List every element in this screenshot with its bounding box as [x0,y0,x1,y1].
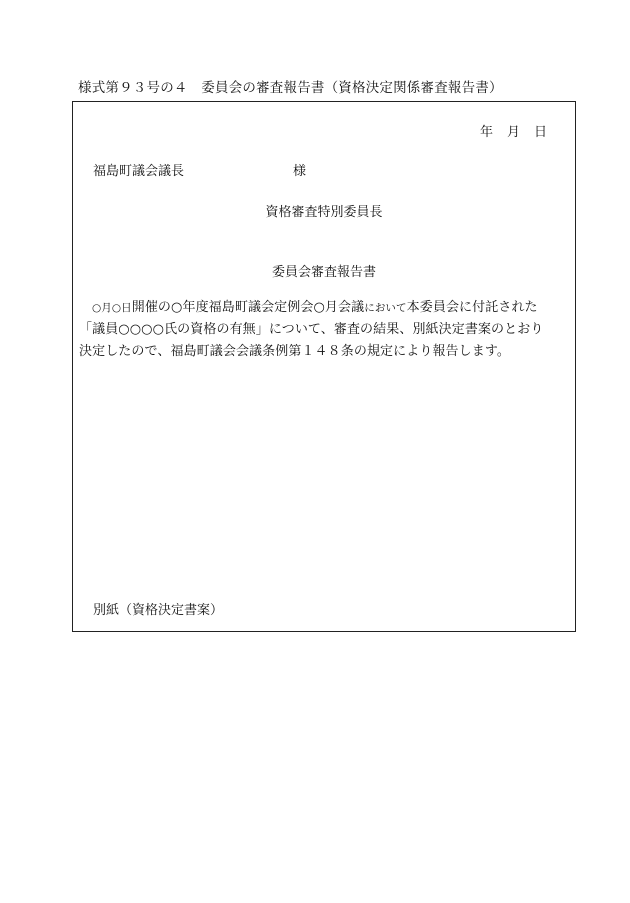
report-form-box [72,101,576,632]
body-text-part2: 本委員会に付託された「議員○○○○氏の資格の有無」について、審査の結果、別紙決定書案のとおり決定したので、福島町議会会議条例第１４８条の規定により報告します。 [79,300,544,359]
body-date-small: ○月○日 [92,302,132,314]
addressee-name: 福島町議会議長 [93,164,185,179]
date-day: 日 [533,125,547,140]
body-text-part1: 開催の○年度福島町議会定例会○月会議 [131,300,365,315]
attachment-note: 別紙（資格決定書案） [93,603,224,618]
date-month: 月 [506,125,520,140]
form-number-title: 様式第９３号の４ 委員会の審査報告書（資格決定関係審査報告書） [78,80,503,96]
body-niokite-small: において [364,302,407,314]
date-line [480,121,547,140]
sender-title: 資格審査特別委員長 [265,205,383,220]
addressee-honorific: 様 [293,164,307,179]
report-body-text [79,297,553,363]
report-title: 委員会審査報告書 [271,265,376,280]
date-year: 年 [479,125,493,140]
